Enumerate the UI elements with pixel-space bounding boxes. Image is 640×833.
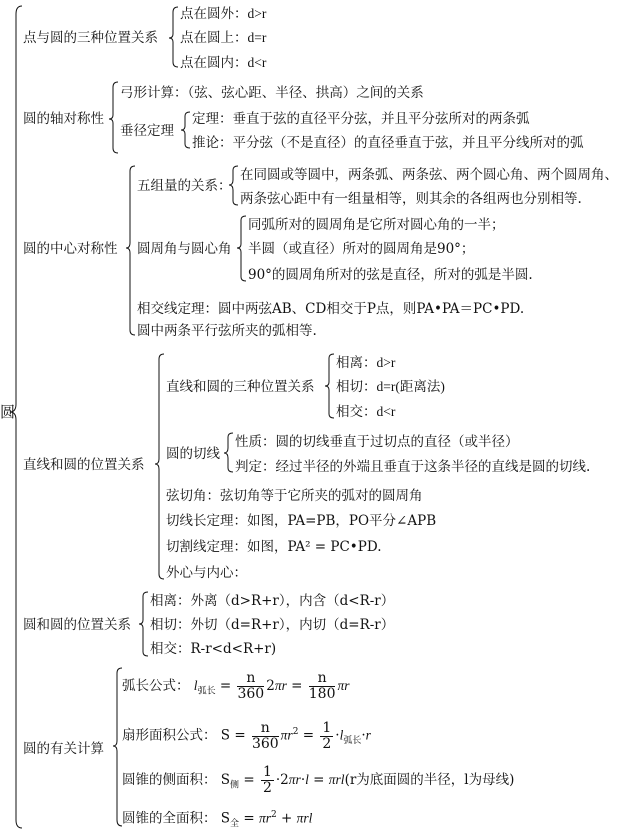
sec3-title: 圆的中心对称性 (23, 241, 118, 257)
frac-n-180: $\frac{n}{180}$ (308, 670, 336, 702)
sec3-angle-item-0: 同弧所对的圆周角是它所对圆心角的一半； (248, 217, 505, 233)
sec1-item-1: 点在圆上：d=r (180, 30, 267, 45)
sec1-item-0: 点在圆外：d>r (180, 6, 267, 21)
frac-n-360-b: $\frac{n}{360}$ (251, 719, 279, 752)
sec4-three-label: 直线和圆的三种位置关系 (166, 379, 315, 395)
sec3-five-item-1: 两条弦心距中有一组量相等，则其余的各组两也分别相等. (240, 191, 582, 207)
sec2-title: 圆的轴对称性 (23, 111, 104, 127)
sec4-chord-angle: 弦切角：弦切角等于它所夹的弧对的圆周角 (166, 488, 423, 504)
sec5-item-1: 相切：外切（d=R+r），内切（d=R-r） (150, 617, 395, 633)
arc-len-formula: $l_{弧长}$ (193, 678, 216, 696)
sec6-title: 圆的有关计算 (23, 741, 104, 757)
sec1-item-2: 点在圆内：d<r (180, 55, 267, 70)
sec4-title: 直线和圆的位置关系 (23, 457, 145, 473)
sec5-title: 圆和圆的位置关系 (23, 617, 131, 633)
sec4-tangent-label: 圆的切线 (166, 446, 220, 462)
sec4-three-item-2: 相交：d<r (336, 404, 396, 419)
sec4-tangent-item-0: 性质：圆的切线垂直于过切点的直径（或半径） (235, 434, 519, 450)
sec2-perp-item-1: 推论：平分弦（不是直径）的直径垂直于弦，并且平分线所对的弧 (192, 135, 584, 151)
sec4-tangent-len: 切线长定理：如图，PA=PB，PO平分∠APB (166, 513, 437, 529)
sec6-cone-total-label: 圆锥的全面积： (122, 810, 217, 827)
sec3-angle-label: 圆周角与圆心角 (137, 241, 232, 257)
frac-n-360: $\frac{n}{360}$ (237, 670, 265, 702)
sec4-tangent-item-1: 判定：经过半径的外端且垂直于这条半径的直线是圆的切线. (235, 459, 591, 475)
frac-1-2-b: $\frac{1}{2}$ (262, 764, 272, 796)
sec4-three-item-1: 相切：d=r(距离法) (336, 379, 445, 394)
sec6-sector-row: 扇形面积公式： S = $\frac{n}{360}$ $\pi r^2$ = $\frac{1}{2}$ $\cdot l_{弧长}\cdot r$ (122, 719, 371, 752)
sec6-cone-total-row: 圆锥的全面积： $S_全 = \pi r^2 + \pi rl$ (122, 810, 313, 830)
sec2-perp-item-0: 定理：垂直于弦的直径平分弦，并且平分弦所对的两条弧 (192, 111, 530, 127)
sec3-parallel: 圆中两条平行弦所夹的弧相等. (137, 323, 317, 339)
sec4-three-item-0: 相离：d>r (336, 355, 396, 370)
sec3-five-item-0: 在同圆或等圆中，两条弧、两条弦、两个圆心角、两个圆周角、 (240, 167, 618, 183)
sec3-five-label: 五组量的关系： (137, 178, 232, 194)
sec3-angle-item-1: 半圆（或直径）所对的圆周角是90°； (248, 241, 475, 257)
sec5-item-2: 相交：R-r<d<R+r) (150, 641, 277, 657)
sec6-arc-len-label: 弧长公式： (122, 678, 190, 694)
sec2-arc-calc: 弓形计算：（弦、弦心距、半径、拱高）之间的关系 (120, 85, 424, 101)
frac-1-2: $\frac{1}{2}$ (322, 719, 332, 752)
sec6-cone-side-note: (r为底面圆的半径，l为母线) (344, 772, 515, 788)
sec6-cone-side-row: 圆锥的侧面积： $S_侧$ = $\frac{1}{2}$ ·2πr·l = πrl(r为底面圆的半径，l为母线) (122, 764, 515, 796)
sec3-chord-thm: 相交线定理：圆中两弦AB、CD相交于P点，则PA•PA＝PC•PD. (137, 301, 525, 317)
root-label: 圆 (0, 403, 16, 421)
sec5-item-0: 相离：外离（d>R+r），内含（d<R-r） (150, 593, 395, 609)
sec4-secant: 切割线定理：如图，PA² = PC•PD. (166, 539, 382, 555)
sec3-angle-item-2: 90°的圆周角所对的弦是直径，所对的弧是半圆. (248, 267, 533, 283)
sec2-perp-label: 垂径定理 (120, 123, 174, 139)
sec6-cone-side-label: 圆锥的侧面积： (122, 772, 217, 788)
sec6-arc-len-row: 弧长公式： $l_{弧长}$ = $\frac{n}{360}$ 2πr = $\frac{n}{180}$ πr (122, 670, 350, 702)
sec6-sector-label: 扇形面积公式： (122, 727, 217, 744)
sec1-title: 点与圆的三种位置关系 (23, 30, 158, 46)
sec4-centers: 外心与内心： (166, 565, 247, 581)
